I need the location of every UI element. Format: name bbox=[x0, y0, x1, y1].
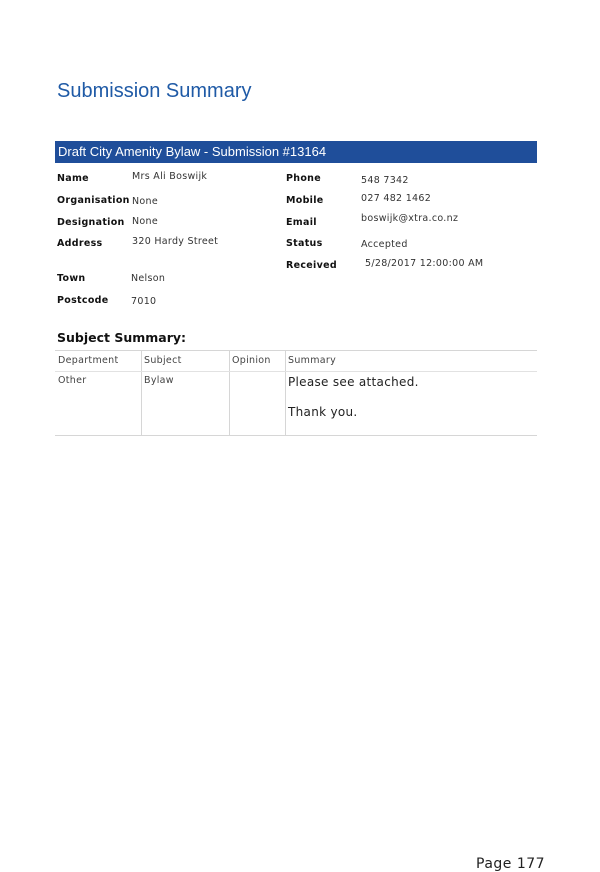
email-value: boswijk@xtra.co.nz bbox=[361, 213, 459, 224]
subject-summary-heading: Subject Summary: bbox=[57, 330, 187, 345]
subject-summary-table bbox=[55, 350, 537, 436]
received-value: 5/28/2017 12:00:00 AM bbox=[365, 258, 484, 269]
column-header-subject: Subject bbox=[144, 355, 182, 366]
cell-department: Other bbox=[58, 375, 87, 386]
address-value: 320 Hardy Street bbox=[132, 236, 219, 247]
mobile-label: Mobile bbox=[286, 195, 324, 206]
cell-summary-line-1: Please see attached. bbox=[288, 375, 419, 389]
phone-label: Phone bbox=[286, 173, 321, 184]
column-divider bbox=[141, 351, 142, 435]
town-value: Nelson bbox=[131, 273, 166, 284]
email-label: Email bbox=[286, 217, 317, 228]
organisation-label: Organisation bbox=[57, 195, 130, 206]
name-value: Mrs Ali Boswijk bbox=[132, 171, 208, 182]
column-header-department: Department bbox=[58, 355, 119, 366]
column-divider bbox=[229, 351, 230, 435]
header-divider bbox=[55, 371, 537, 372]
submission-header-bar: Draft City Amenity Bylaw - Submission #13164 bbox=[55, 141, 537, 163]
received-label: Received bbox=[286, 260, 337, 271]
name-label: Name bbox=[57, 173, 89, 184]
page-number: Page 177 bbox=[476, 856, 546, 872]
designation-label: Designation bbox=[57, 217, 125, 228]
designation-value: None bbox=[132, 216, 158, 227]
cell-subject: Bylaw bbox=[144, 375, 174, 386]
page-title: Submission Summary bbox=[57, 80, 252, 102]
column-header-summary: Summary bbox=[288, 355, 337, 366]
status-value: Accepted bbox=[361, 239, 408, 250]
organisation-value: None bbox=[132, 196, 158, 207]
postcode-value: 7010 bbox=[131, 296, 157, 307]
column-header-opinion: Opinion bbox=[232, 355, 271, 366]
status-label: Status bbox=[286, 238, 323, 249]
postcode-label: Postcode bbox=[57, 295, 109, 306]
column-divider bbox=[285, 351, 286, 435]
phone-value: 548 7342 bbox=[361, 175, 409, 186]
address-label: Address bbox=[57, 238, 103, 249]
cell-summary-line-2: Thank you. bbox=[288, 405, 358, 419]
town-label: Town bbox=[57, 273, 86, 284]
mobile-value: 027 482 1462 bbox=[361, 193, 432, 204]
